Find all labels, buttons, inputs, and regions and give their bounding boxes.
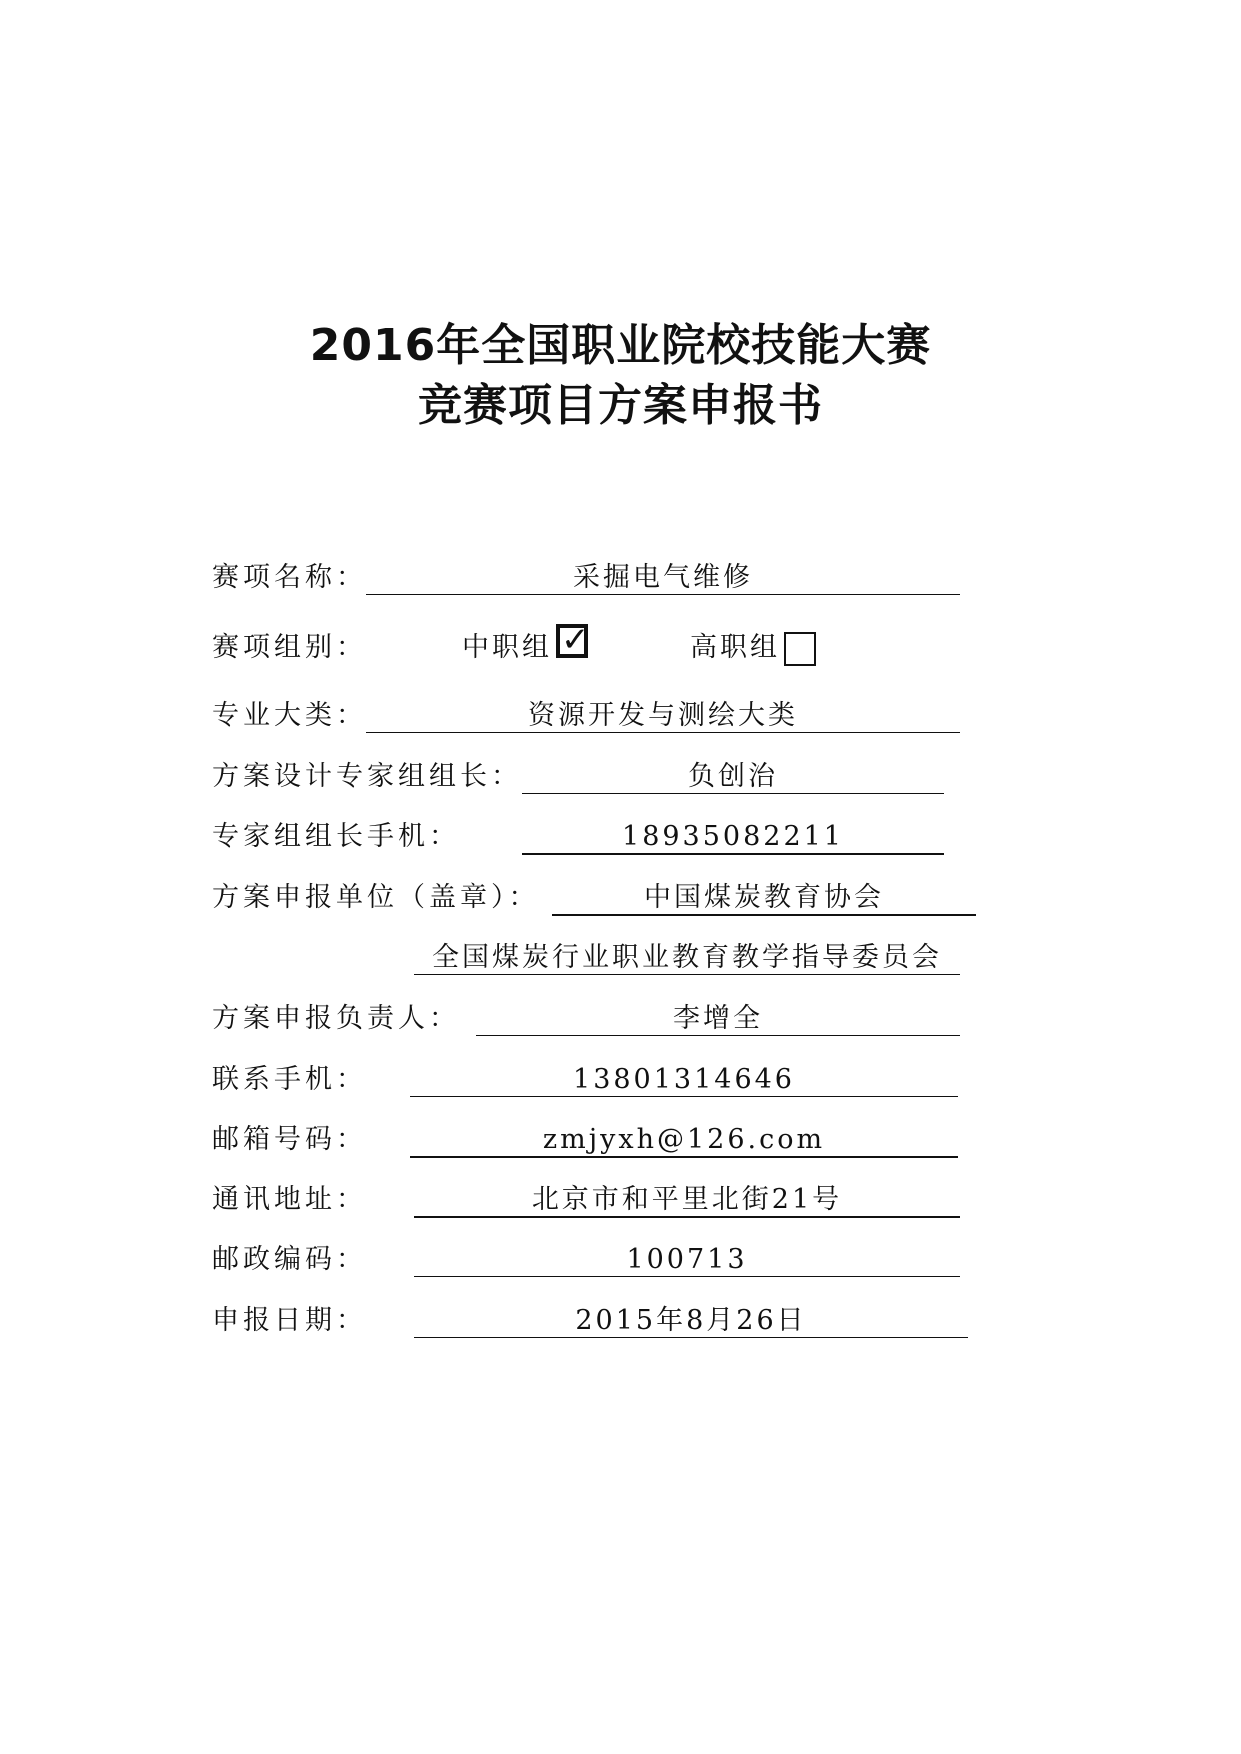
checkbox-secondary-checked-icon[interactable] [556,624,588,658]
date-field[interactable] [414,1301,968,1338]
expert-leader-row [212,757,972,797]
major-category-field[interactable] [366,696,960,733]
option-higher-label: 高职组 [690,632,780,663]
address-label: 通讯地址： [212,1184,367,1215]
applicant-unit-value-line1: 中国煤炭教育协会 [644,882,884,913]
option-secondary-label: 中职组 [462,632,552,663]
event-group-label: 赛项组别： [212,632,367,663]
applicant-unit-label: 方案申报单位（盖章）： [212,882,540,913]
contact-phone-label: 联系手机： [212,1064,367,1095]
email-value: zmjyxh@126.com [542,1124,826,1155]
address-field[interactable] [414,1180,960,1218]
address-row [212,1180,972,1220]
expert-leader-field[interactable] [522,757,944,794]
contact-phone-row [212,1060,972,1100]
applicant-person-value: 李增全 [673,1003,763,1034]
event-name-value: 采掘电气维修 [573,562,753,593]
applicant-unit-value-line2: 全国煤炭行业职业教育教学指导委员会 [432,942,942,973]
applicant-unit-field[interactable] [552,878,976,916]
event-name-field[interactable] [366,558,960,595]
document-title-line1: 2016年全国职业院校技能大赛 [309,320,932,371]
expert-phone-field[interactable] [522,817,944,855]
expert-leader-label: 方案设计专家组组长： [212,761,522,792]
applicant-person-row [212,999,972,1039]
address-value: 北京市和平里北街21号 [531,1184,843,1215]
applicant-unit-row [212,878,992,918]
event-name-label: 赛项名称： [212,562,367,593]
event-name-row [212,558,972,598]
applicant-unit-field-2[interactable] [414,938,960,975]
email-field[interactable] [410,1120,958,1158]
major-category-value: 资源开发与测绘大类 [528,700,798,731]
expert-leader-value: 负创治 [688,761,778,792]
postal-code-label: 邮政编码： [212,1244,367,1275]
expert-phone-label: 专家组组长手机： [212,821,460,852]
applicant-person-label: 方案申报负责人： [212,1003,460,1034]
postal-code-field[interactable] [414,1240,960,1277]
applicant-person-field[interactable] [476,999,960,1036]
date-label: 申报日期： [212,1305,367,1336]
major-category-row [212,696,972,736]
email-label: 邮箱号码： [212,1124,367,1155]
expert-phone-row [212,817,972,857]
applicant-unit-row-2 [212,938,992,978]
postal-code-value: 100713 [626,1244,748,1275]
event-group-row [212,628,972,668]
contact-phone-value: 13801314646 [573,1064,795,1095]
postal-code-row [212,1240,972,1280]
date-value: 2015年8月26日 [575,1305,807,1336]
document-title-line2: 竞赛项目方案申报书 [418,380,823,431]
date-row [212,1301,992,1341]
email-row [212,1120,972,1160]
major-category-label: 专业大类： [212,700,367,731]
expert-phone-value: 18935082211 [622,821,844,852]
contact-phone-field[interactable] [410,1060,958,1097]
checkbox-higher-unchecked-icon[interactable] [784,632,816,666]
